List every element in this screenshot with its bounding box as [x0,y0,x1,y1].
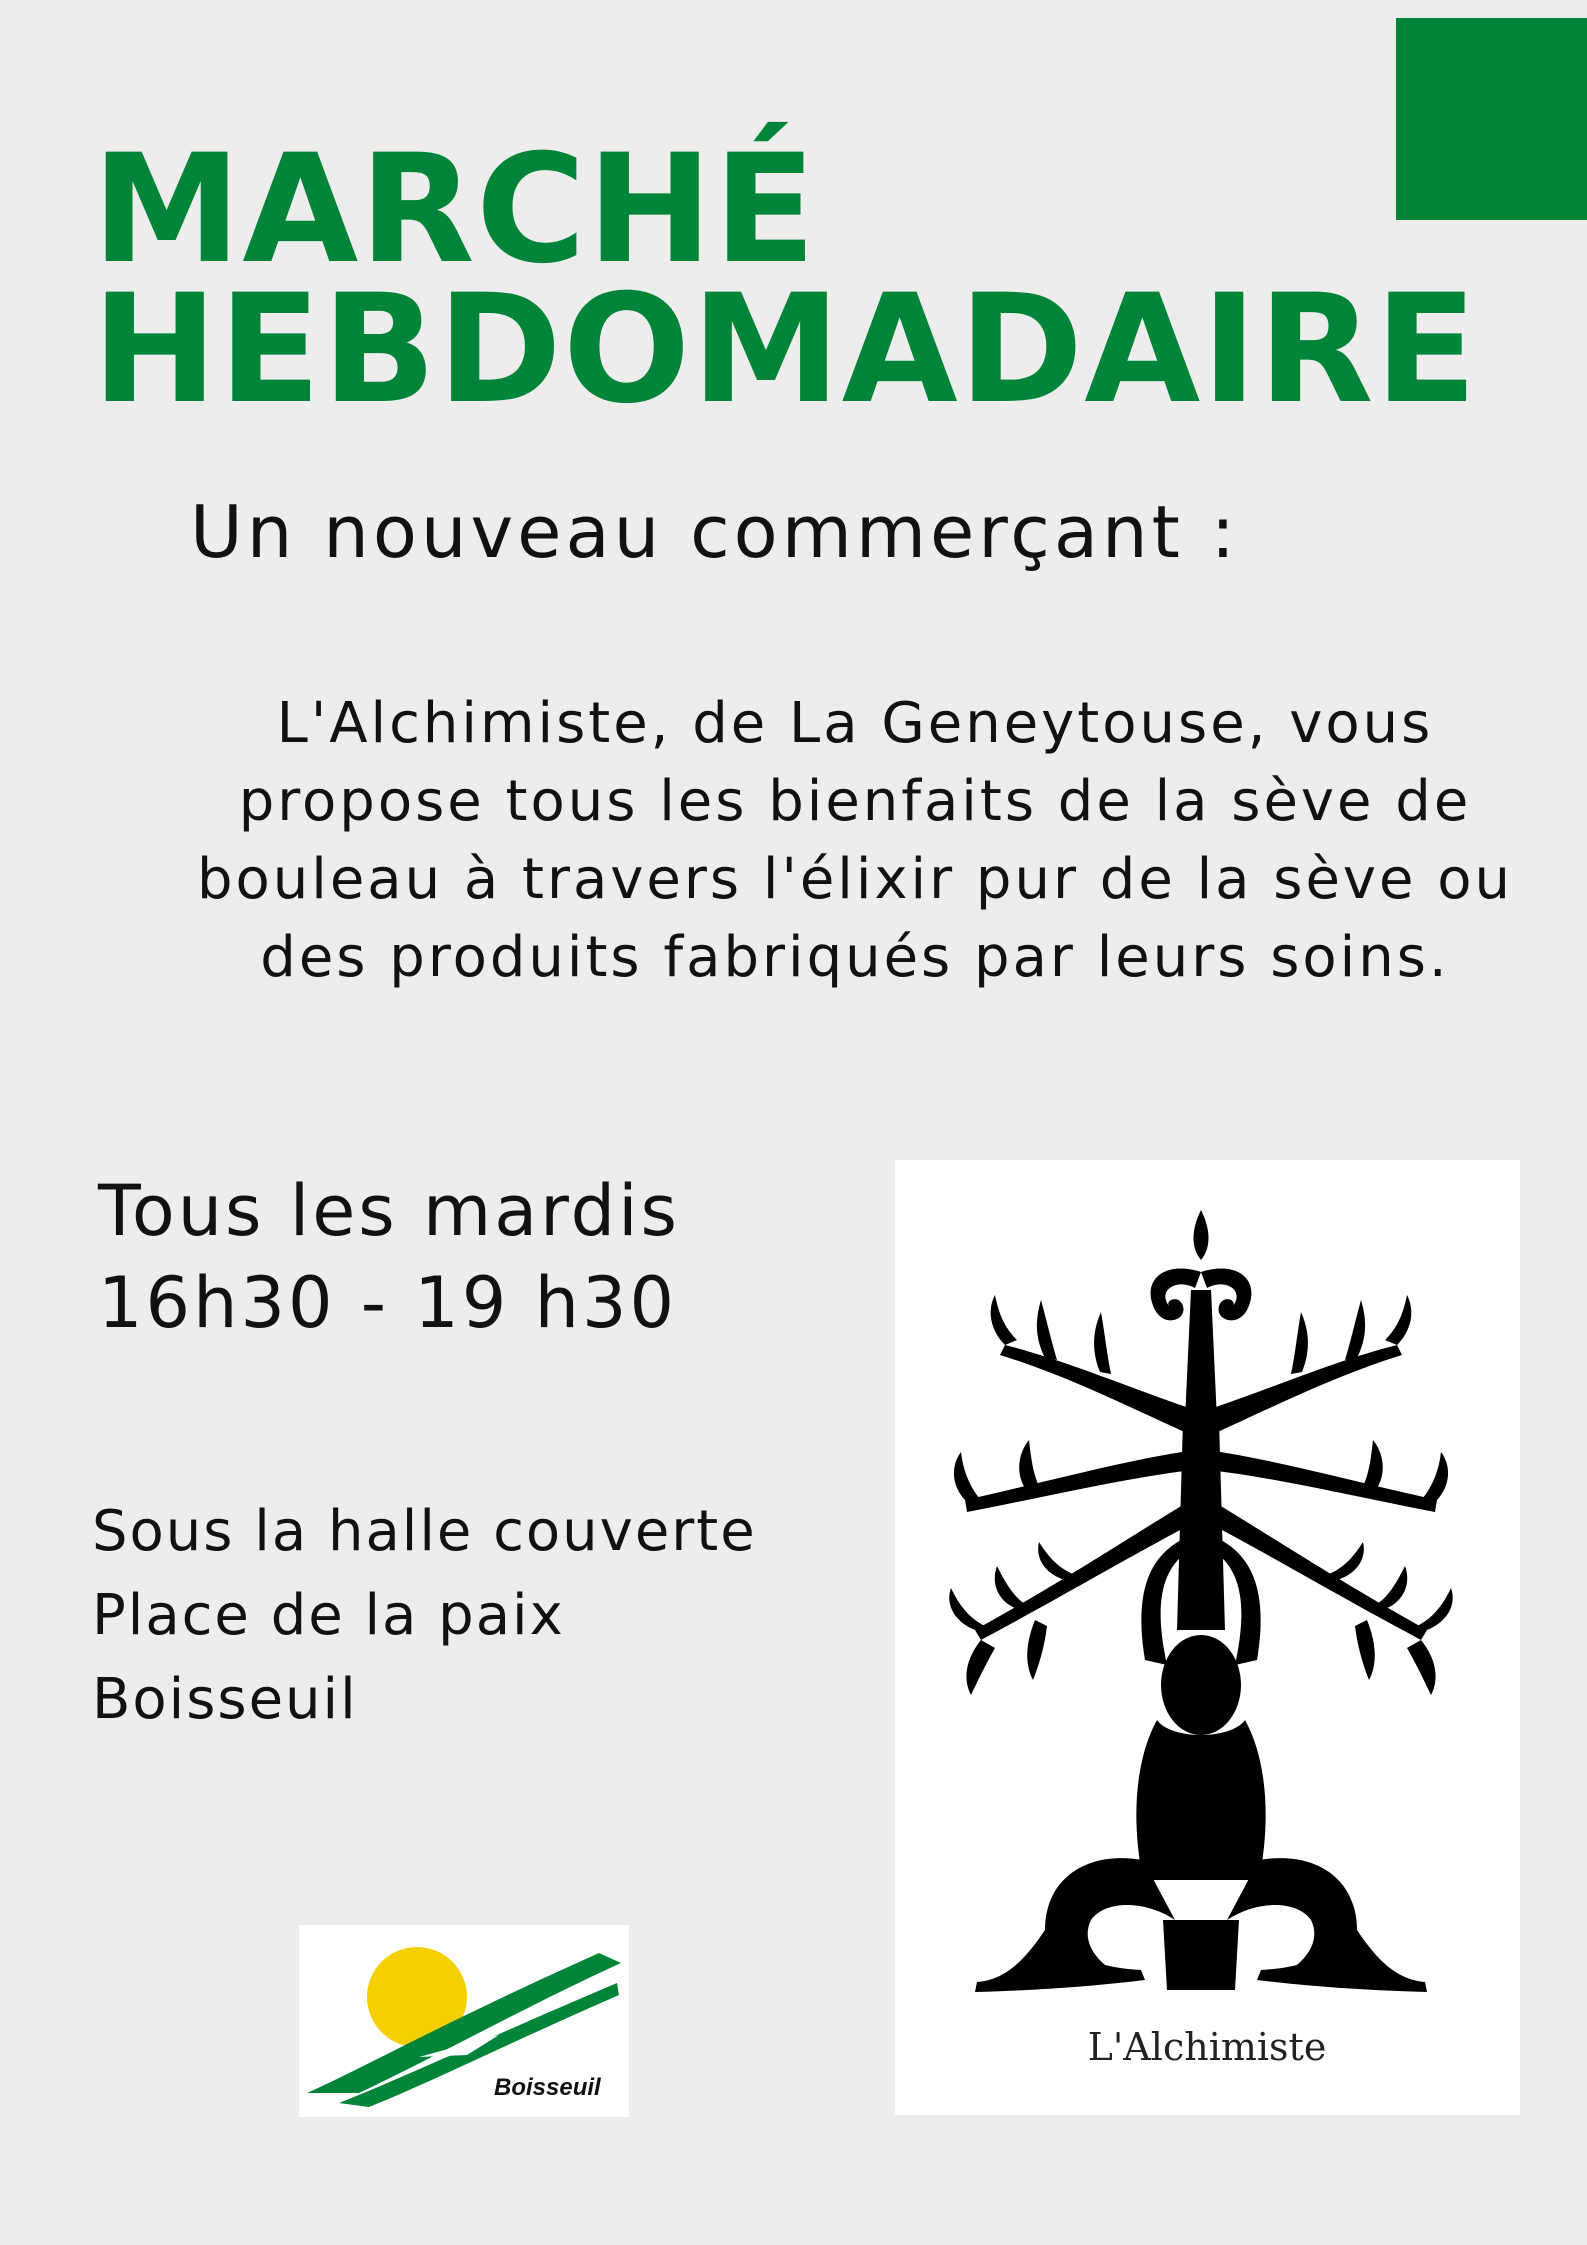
merchant-description [150,685,1560,997]
schedule-day: Tous les mardis [98,1170,680,1252]
alchimiste-logo-text: L'Alchimiste [1087,2025,1327,2069]
address-line-3: Boisseuil [92,1667,358,1732]
merchant-name: L'Alchimiste [276,691,651,756]
boisseuil-logo [299,1925,629,2117]
title-line-1: MARCHÉ [92,123,817,297]
green-swoosh-icon [307,1953,621,2093]
description-text: , de La Geneytouse, vous propose tous les bienfaits de la sève de bouleau à travers l'élixir pur de la sève ou des produits fabriqués par leurs soins. [196,691,1514,990]
alchimiste-logo [895,1160,1520,2115]
subtitle: Un nouveau commerçant : [190,490,1240,574]
address-line-1: Sous la halle couverte [92,1499,757,1564]
tree-figure-icon [949,1210,1452,1992]
address [92,1490,757,1742]
page-title [92,123,1479,437]
boisseuil-logo-text: Boisseuil [494,2074,601,2101]
address-line-2: Place de la paix [92,1583,565,1648]
schedule-hours: 16h30 - 19 h30 [98,1262,678,1344]
schedule [98,1165,680,1349]
title-line-2: HEBDOMADAIRE [92,263,1479,437]
